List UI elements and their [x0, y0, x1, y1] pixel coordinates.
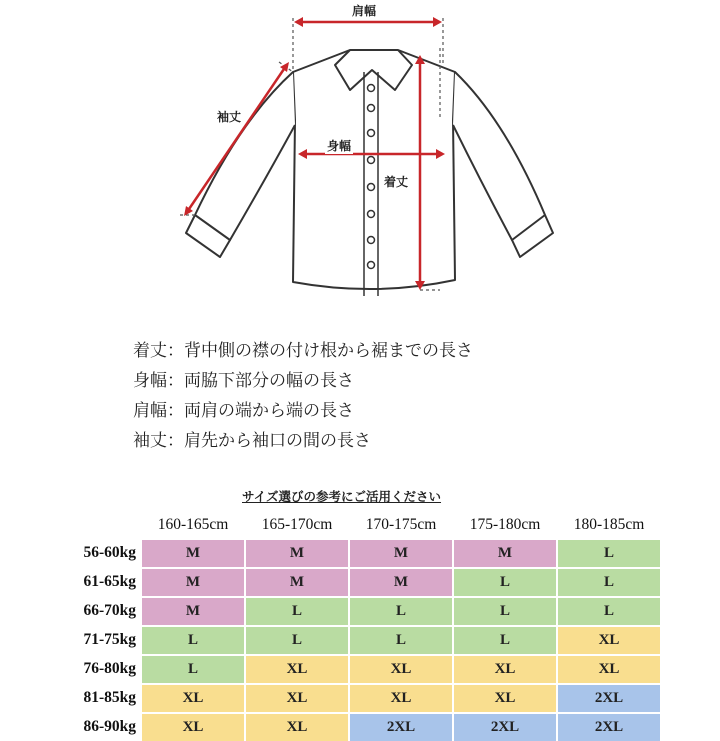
size-cell: 2XL: [350, 712, 452, 741]
size-cell: XL: [246, 654, 348, 683]
definition-body-width: 身幅：両脇下部分の幅の長さ: [133, 371, 354, 391]
height-column-header: 170-175cm: [365, 516, 437, 533]
size-cell: XL: [142, 712, 244, 741]
height-column-header: 165-170cm: [261, 516, 333, 533]
size-cell: XL: [246, 683, 348, 712]
size-cell: 2XL: [558, 683, 660, 712]
weight-row-header: 86-90kg: [83, 717, 136, 735]
height-column-header: 175-180cm: [469, 516, 541, 533]
sleeve-length-label: 袖丈: [217, 110, 242, 124]
size-cell: M: [246, 567, 348, 596]
weight-row-header: 66-70kg: [83, 601, 136, 619]
size-cell: L: [454, 596, 556, 625]
weight-row-header: 56-60kg: [83, 543, 136, 561]
size-cell: L: [454, 567, 556, 596]
size-cell: L: [350, 596, 452, 625]
size-cell: L: [246, 596, 348, 625]
size-cell: 2XL: [558, 712, 660, 741]
size-cell: L: [142, 654, 244, 683]
size-chart-table: [64, 512, 662, 741]
size-cell: 2XL: [454, 712, 556, 741]
height-column-header: 160-165cm: [157, 516, 229, 533]
size-cell: M: [142, 538, 244, 567]
size-cell: M: [350, 538, 452, 567]
size-cell: XL: [142, 683, 244, 712]
size-chart-title: サイズ選びの参考にご活用ください: [242, 489, 442, 504]
size-cell: L: [350, 625, 452, 654]
corner-cell: [66, 512, 140, 538]
weight-row-header: 76-80kg: [83, 659, 136, 677]
size-cell: XL: [350, 654, 452, 683]
size-cell: M: [142, 567, 244, 596]
table-row: [66, 596, 660, 625]
size-chart-body: [66, 538, 660, 741]
table-row: [66, 654, 660, 683]
size-cell: M: [350, 567, 452, 596]
definition-sleeve-length: 袖丈：肩先から袖口の間の長さ: [133, 431, 371, 451]
size-cell: XL: [558, 654, 660, 683]
size-cell: XL: [454, 683, 556, 712]
size-cell: XL: [350, 683, 452, 712]
table-row: [66, 538, 660, 567]
weight-row-header: 61-65kg: [83, 572, 136, 590]
size-cell: M: [142, 596, 244, 625]
table-row: [66, 683, 660, 712]
definition-length: 着丈：背中側の襟の付け根から裾までの長さ: [133, 341, 473, 361]
size-cell: XL: [558, 625, 660, 654]
size-cell: L: [558, 567, 660, 596]
weight-row-header: 71-75kg: [83, 630, 136, 648]
height-header-row: [66, 512, 660, 538]
size-cell: M: [454, 538, 556, 567]
size-cell: L: [558, 596, 660, 625]
size-cell: L: [558, 538, 660, 567]
size-cell: L: [142, 625, 244, 654]
weight-row-header: 81-85kg: [83, 688, 136, 706]
size-cell: L: [454, 625, 556, 654]
size-cell: M: [246, 538, 348, 567]
size-cell: L: [246, 625, 348, 654]
size-cell: XL: [246, 712, 348, 741]
table-row: [66, 712, 660, 741]
shirt-measurement-diagram: [0, 0, 720, 310]
shoulder-width-label: 肩幅: [352, 4, 377, 18]
size-cell: XL: [454, 654, 556, 683]
measurement-definitions: [133, 336, 473, 456]
height-column-header: 180-185cm: [573, 516, 645, 533]
definition-shoulder-width: 肩幅：両肩の端から端の長さ: [133, 401, 354, 421]
body-width-label: 身幅: [327, 139, 352, 153]
total-length-label: 着丈: [384, 175, 409, 189]
table-row: [66, 625, 660, 654]
table-row: [66, 567, 660, 596]
